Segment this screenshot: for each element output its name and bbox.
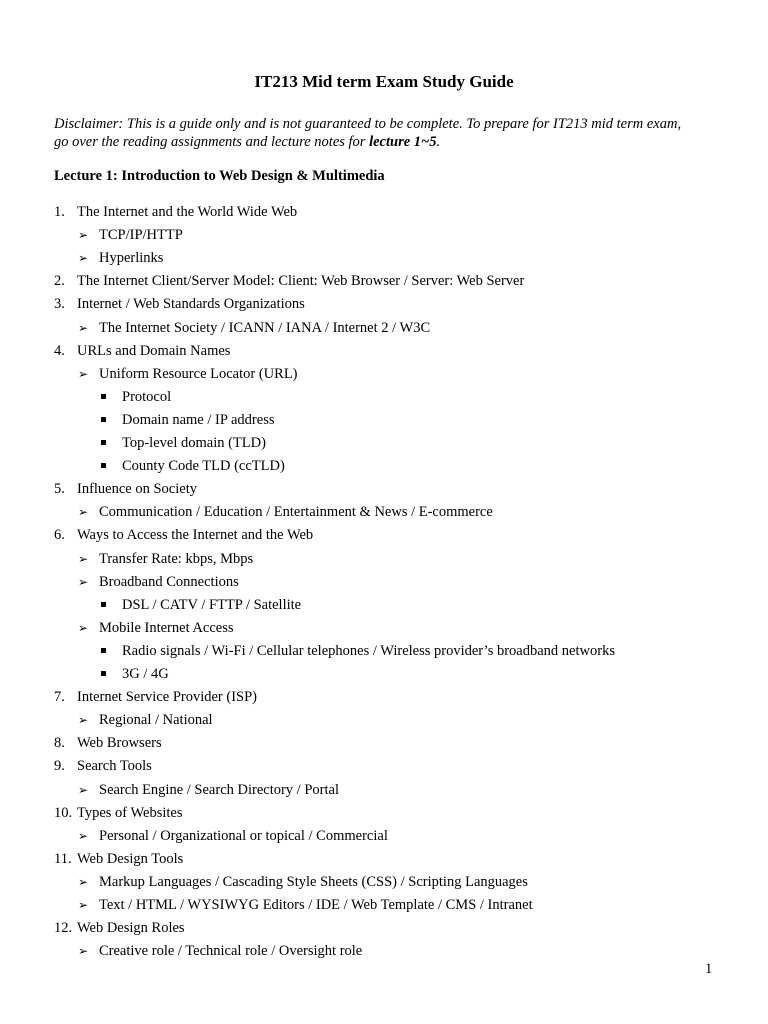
item-text: The Internet Client/Server Model: Client: Web Browser / Server: Web Server	[77, 273, 525, 290]
subitem-text: Communication / Education / Entertainment & News / E-commerce	[99, 504, 493, 521]
arrow-bullet-icon: ➢	[78, 505, 89, 520]
page-number: 1	[705, 961, 713, 977]
item-text: Web Browsers	[77, 735, 162, 752]
arrow-bullet-icon: ➢	[78, 251, 89, 266]
arrow-bullet-icon: ➢	[78, 574, 89, 589]
item-text: URLs and Domain Names	[77, 342, 231, 359]
item-number: 10.	[54, 804, 73, 821]
square-bullet-icon	[101, 671, 106, 676]
subitem-text: Uniform Resource Locator (URL)	[99, 365, 298, 382]
item-text: Internet / Web Standards Organizations	[77, 296, 305, 313]
disclaimer-text: go over the reading assignments and lecture notes for	[54, 134, 370, 150]
subsubitem-text: Protocol	[122, 388, 172, 405]
item-number: 3.	[54, 296, 65, 313]
item-number: 9.	[54, 758, 65, 775]
arrow-bullet-icon: ➢	[78, 320, 89, 335]
item-text: Search Tools	[77, 758, 152, 775]
arrow-bullet-icon: ➢	[78, 366, 89, 381]
item-number: 4.	[54, 342, 65, 359]
item-number: 12.	[54, 920, 73, 937]
subsubitem-text: DSL / CATV / FTTP / Satellite	[122, 596, 302, 613]
item-text: Types of Websites	[77, 804, 183, 821]
item-text: Ways to Access the Internet and the Web	[77, 527, 314, 544]
item-text: The Internet and the World Wide Web	[77, 204, 298, 220]
arrow-bullet-icon: ➢	[78, 551, 89, 566]
subsubitem-text: Domain name / IP address	[122, 411, 275, 428]
item-number: 7.	[54, 689, 65, 706]
disclaimer	[54, 115, 724, 151]
section-heading: Lecture 1: Introduction to Web Design & Multimedia	[54, 168, 385, 184]
subitem-text: Regional / National	[99, 712, 213, 729]
subsubitem-text: County Code TLD (ccTLD)	[122, 458, 285, 475]
subitem-text: Personal / Organizational or topical / Commercial	[99, 827, 388, 844]
square-bullet-icon	[101, 440, 106, 445]
item-text: Web Design Roles	[77, 920, 185, 937]
arrow-bullet-icon: ➢	[78, 874, 89, 889]
square-bullet-icon	[101, 648, 106, 653]
square-bullet-icon	[101, 417, 106, 422]
arrow-bullet-icon: ➢	[78, 944, 89, 959]
disclaimer-period: .	[436, 134, 441, 150]
item-text: Influence on Society	[77, 481, 197, 498]
item-text: Internet Service Provider (ISP)	[77, 689, 257, 706]
subsubitem-text: Top-level domain (TLD)	[122, 435, 266, 451]
subitem-text: Broadband Connections	[99, 573, 239, 590]
arrow-bullet-icon: ➢	[78, 782, 89, 797]
arrow-bullet-icon: ➢	[78, 620, 89, 635]
subitem-text: Text / HTML / WYSIWYG Editors / IDE / Web Template / CMS / Intranet	[99, 897, 533, 913]
subitem-text: Search Engine / Search Directory / Portal	[99, 781, 339, 798]
arrow-bullet-icon: ➢	[78, 898, 89, 912]
arrow-bullet-icon: ➢	[78, 228, 89, 243]
square-bullet-icon	[101, 394, 106, 399]
subitem-text: Mobile Internet Access	[99, 619, 234, 636]
disclaimer-lecture-range: lecture 1~5	[369, 134, 437, 150]
arrow-bullet-icon: ➢	[78, 828, 89, 843]
square-bullet-icon	[101, 602, 106, 607]
subitem-text: Markup Languages / Cascading Style Sheets (CSS) / Scripting Languages	[99, 873, 528, 890]
item-number: 2.	[54, 273, 65, 290]
page-title: IT213 Mid term Exam Study Guide	[254, 72, 514, 91]
item-number: 1.	[54, 204, 65, 220]
item-number: 5.	[54, 481, 65, 498]
item-number: 8.	[54, 735, 65, 752]
subitem-text: Hyperlinks	[99, 250, 164, 267]
subitem-text: Creative role / Technical role / Oversight role	[99, 943, 363, 960]
subitem-text: Transfer Rate: kbps, Mbps	[99, 550, 254, 567]
disclaimer-line-2	[54, 133, 724, 151]
subsubitem-text: Radio signals / Wi-Fi / Cellular telephones / Wireless provider’s broadband networks	[122, 642, 615, 659]
item-number: 6.	[54, 527, 65, 544]
square-bullet-icon	[101, 463, 106, 468]
subsubitem-text: 3G / 4G	[122, 666, 169, 682]
item-number: 11.	[54, 850, 72, 867]
item-text: Web Design Tools	[77, 850, 184, 867]
subitem-text: The Internet Society / ICANN / IANA / Internet 2 / W3C	[99, 319, 431, 336]
disclaimer-line-1: Disclaimer: This is a guide only and is not guaranteed to be complete. To prepare for IT213 mid term exam,	[54, 116, 682, 132]
arrow-bullet-icon: ➢	[78, 713, 89, 728]
subitem-text: TCP/IP/HTTP	[99, 227, 183, 244]
